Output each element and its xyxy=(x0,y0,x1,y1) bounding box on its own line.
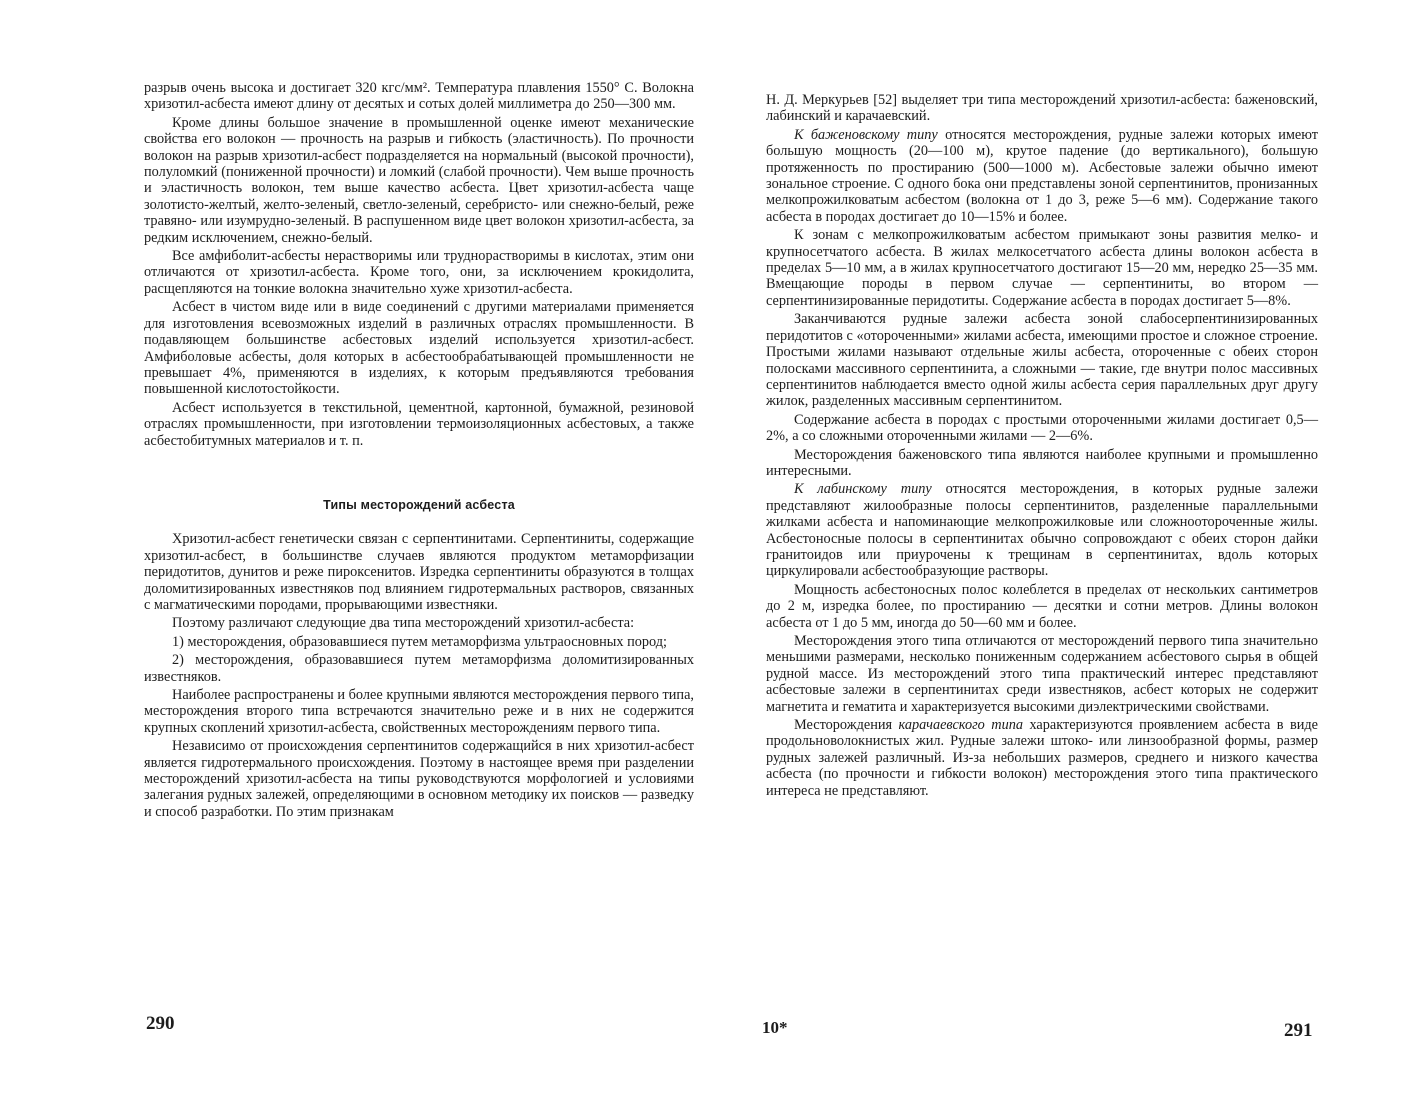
paragraph: Асбест в чистом виде или в виде соединений с другими материалами применяется для изготовления всевозможных изделий в различных отраслях промышленности. В подавляющем большинстве асбестовых изделий используется хризотил-асбест. Амфиболовые асбесты, доля которых в асбестообрабатывающей промышленности не превышает 4%, применяются в изделиях, к которым предъявляются требования повышенной кислотостойкости. xyxy=(144,299,694,398)
paragraph: Н. Д. Меркурьев [52] выделяет три типа месторождений хризотил-асбеста: баженовский, лабинский и карачаевский. xyxy=(766,92,1318,125)
section-heading: Типы месторождений асбеста xyxy=(323,497,515,512)
paragraph: Содержание асбеста в породах с простыми оторочeнными жилами достигает 0,5—2%, а со сложными оторочeнными жилами — 2—6%. xyxy=(766,411,1318,445)
paragraph: Кроме длины большое значение в промышленной оценке имеют механические свойства его волокон — прочность на разрыв и гибкость (эластичность). По прочности волокон на разрыв хризотил-асбест подразделяется на нормальный (высокой прочности), полуломкий (пониженной прочности) и ломкий (слабой прочности). Чем выше прочность и эластичность волокон, тем выше качество асбеста. Цвет хризотил-асбеста чаще золотисто-желтый, желто-зеленый, светло-зеленый, серебристо- или снежно-белый, реже травяно- или изумрудно-зеленый. В распушенном виде цвет волокон хризотил-асбеста, за редким исключением, снежно-белый. xyxy=(144,114,694,246)
italic-term: К лабинскому типу xyxy=(794,481,932,498)
paragraph: Месторождения карачаевского типа характеризуются проявлением асбеста в виде продольноволокнистых жил. Рудные залежи штоко- или линзообразной формы, размер рудных залежей различный. Из-за небольших размеров, среднего и низкого качества асбеста (по прочности и гибкости волокон) месторождения этого типа практического интереса не представляют. xyxy=(766,717,1318,799)
paragraph: Поэтому различают следующие два типа месторождений хризотил-асбеста: xyxy=(172,615,635,632)
paragraph: разрыв очень высока и достигает 320 кгс/мм². Температура плавления 1550° С. Волокна хризотил-асбеста имеют длину от десятых и сотых долей миллиметра до 250—300 мм. xyxy=(144,80,694,113)
list-item: 1) месторождения, образовавшиеся путем метаморфизма ультраосновных пород; xyxy=(172,633,668,650)
paragraph: Месторождения баженовского типа являются наиболее крупными и промышленно интересными. xyxy=(766,446,1318,479)
left-text-column xyxy=(144,80,694,822)
paragraph: Наиболее распространены и более крупными являются месторождения первого типа, месторождения второго типа встречаются значительно реже и в них не содержится крупных скоплений хризотил-асбеста, свойственных месторождениям первого типа. xyxy=(144,687,694,736)
signature-mark: 10* xyxy=(762,1018,788,1037)
list-item: 2) месторождения, образовавшиеся путем метаморфизма доломитизированных известняков. xyxy=(144,652,694,685)
paragraph: Мощность асбестоносных полос колеблется в пределах от нескольких сантиметров до 2 м, изредка более, по простиранию — десятки и сотни метров. Длины волокон асбеста от 1 до 5 мм, иногда до 50—60 мм и более. xyxy=(766,581,1318,631)
right-page xyxy=(714,0,1428,1118)
page-number: 291 xyxy=(1284,1020,1313,1041)
paragraph: Хризотил-асбест генетически связан с серпентинитами. Серпентиниты, содержащие хризотил-асбест, в большинстве случаев являются продуктом метаморфизации перидотитов, дунитов и реже пироксенитов. Изредка серпентиниты образуются в толщах доломитизированных известняков под влиянием гидротермальных растворов, связанных с магматическими породами, прорывающими известняки. xyxy=(144,531,694,613)
italic-term: К баженовскому типу xyxy=(794,126,938,143)
paragraph: К зонам с мелкопрожилковатым асбестом примыкают зоны развития мелко- и крупносетчатого асбеста. В жилах мелкосетчатого асбеста длины волокон асбеста в пределах 5—10 мм, а в жилах крупносетчатого достигают 15—20 мм, нередко 25—35 мм. Вмещающие породы в первом случае — серпентиниты, во втором — серпентинизированные перидотиты. Содержание асбеста в породах достигает 5—8%. xyxy=(766,227,1318,309)
right-text-column xyxy=(766,92,1318,801)
paragraph: Месторождения этого типа отличаются от месторождений первого типа значительно меньшими размерами, несколько пониженным содержанием асбестового сырья в общей рудной массе. Из месторождений этого типа практический интерес представляют асбестовые залежи в серпентинитах среди известняков, асбест которых не содержит магнетита и гематита и характеризуется высокими диэлектрическими свойствами. xyxy=(766,633,1318,715)
paragraph: Все амфиболит-асбесты нерастворимы или труднорастворимы в кислотах, этим они отличаются от хризотил-асбеста. Кроме того, они, за исключением крокидолита, расщепляются на тонкие волокна значительно хуже хризотил-асбеста. xyxy=(144,248,694,297)
paragraph: Асбест используется в текстильной, цементной, картонной, бумажной, резиновой отраслях промышленности, при изготовлении термоизоляционных асбестовых, а также асбестобитумных материалов и т. п. xyxy=(144,399,694,449)
paragraph: К лабинскому типу относятся месторождения, в которых рудные залежи представляют жилообразные полосы серпентинитов, разделенные параллельными жилками асбеста и напоминающие мелкопрожилковые или сложнооторочeнные жилы. Асбестоносные полосы в серпентинитах обычно сопровождают с обеих сторон дайки гранитоидов или приурочены к трещинам в серпентинитах, вдоль которых циркулировали асбестообразующие растворы. xyxy=(766,481,1318,580)
paragraph: Заканчиваются рудные залежи асбеста зоной слабосерпентинизированных перидотитов с «оторочeнными» жилами асбеста, имеющими простое и сложное строение. Простыми жилами называют отдельные жилы асбеста, оторочeнные с обеих сторон полосками массивного серпентинита, а сложными — такие, где внутри полос массивных серпентинитов наблюдается вместо одной жилы асбеста серия параллельных друг другу жилок, разделенных массивным серпентинитом. xyxy=(766,311,1318,410)
page-number: 290 xyxy=(146,1013,175,1034)
paragraph: Независимо от происхождения серпентинитов содержащийся в них хризотил-асбест является гидротермального происхождения. Поэтому в настоящее время при разделении месторождений хризотил-асбеста на типы руководствуются морфологией и условиями залегания рудных залежей, определяющими в основном методику их поисков — разведку и способ разработки. По этим признакам xyxy=(144,738,694,820)
italic-term: карачаевского типа xyxy=(898,717,1024,734)
paragraph: К баженовскому типу относятся месторождения, рудные залежи которых имеют большую мощность (20—100 м), крутое падение (до вертикального), большую протяженность по простиранию (500—1000 м). Асбестовые залежи обычно имеют зональное строение. С одного бока они представлены зоной серпентинитов, пронизанных мелкопрожилковатым асбестом (волокна от 1 до 3, реже 5—6 мм). Содержание такого асбеста в породах достигает до 10—15% и более. xyxy=(766,126,1318,225)
